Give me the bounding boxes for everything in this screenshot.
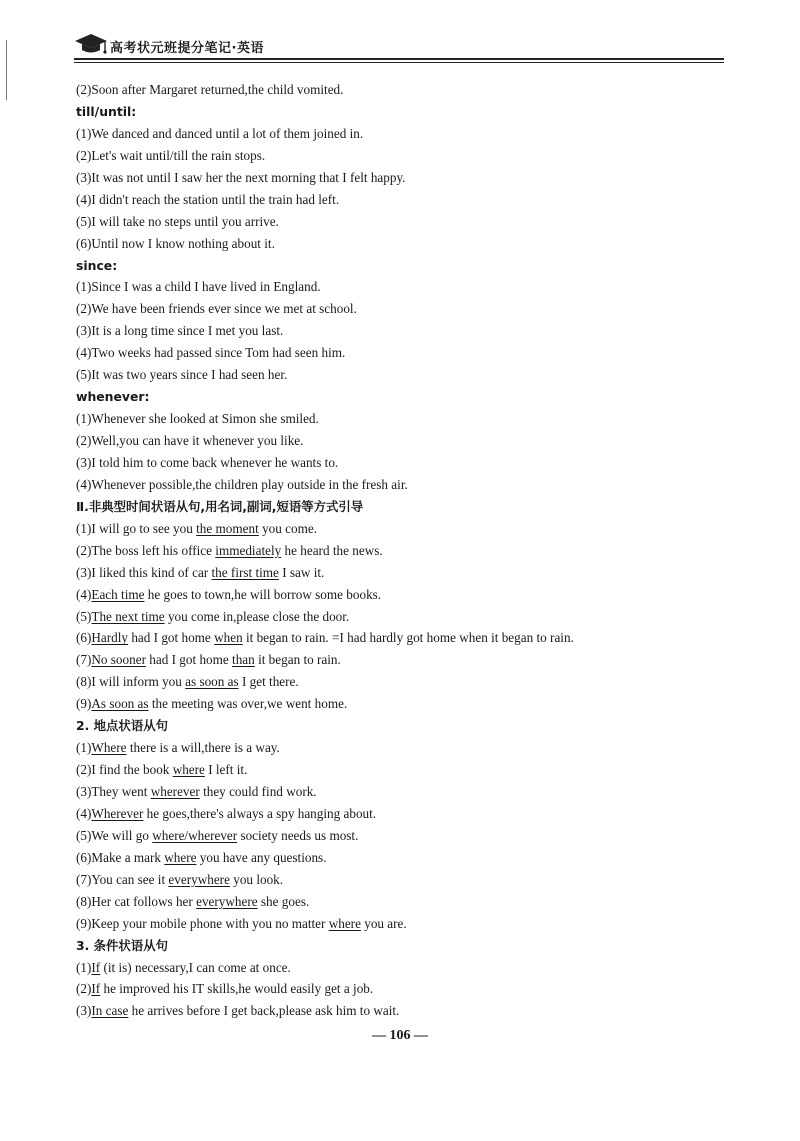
- sentence-text: (6): [76, 630, 92, 646]
- sentence-text: (3)I liked this kind of car: [76, 564, 212, 580]
- header-title: 高考状元班提分笔记·英语: [110, 41, 264, 56]
- example-sentence: [76, 737, 716, 759]
- sentence-text: (it is) necessary,I can come at once.: [100, 959, 291, 975]
- sentence-text: you come.: [258, 520, 318, 536]
- underlined-keyword: In case: [91, 1003, 129, 1019]
- example-sentence: [76, 540, 716, 562]
- sentence-text: I left it.: [204, 762, 248, 778]
- example-sentence: [76, 627, 716, 649]
- sentence-text: he goes to town,he will borrow some books.: [144, 586, 382, 602]
- example-sentence: [76, 211, 716, 233]
- underlined-keyword: No sooner: [91, 652, 146, 668]
- example-sentence: [76, 803, 716, 825]
- sentence-text: Ⅱ.非典型时间状语从句,用名词,副词,短语等方式引导: [76, 498, 364, 514]
- example-sentence: [76, 759, 716, 781]
- sentence-text: it began to rain. =I had hardly got home when it began to rain.: [242, 630, 574, 646]
- sentence-text: (6)Until now I know nothing about it.: [76, 235, 275, 251]
- scan-edge-line: [6, 40, 7, 100]
- underlined-keyword: where: [172, 762, 205, 778]
- example-sentence: [76, 276, 716, 298]
- example-sentence: [76, 693, 716, 715]
- example-sentence: [76, 584, 716, 606]
- sentence-text: (5)We will go: [76, 827, 153, 843]
- sentence-text: since:: [76, 257, 118, 273]
- section-heading: [76, 715, 716, 737]
- example-sentence: [76, 606, 716, 628]
- sentence-text: (7)You can see it: [76, 871, 169, 887]
- sentence-text: she goes.: [257, 893, 310, 909]
- sentence-text: there is a will,there is a way.: [126, 740, 280, 756]
- underlined-keyword: the first time: [211, 564, 279, 580]
- example-sentence: [76, 320, 716, 342]
- sentence-text: society needs us most.: [237, 827, 359, 843]
- sentence-text: (7): [76, 652, 92, 668]
- example-sentence: [76, 430, 716, 452]
- example-sentence: [76, 79, 716, 101]
- sentence-text: they could find work.: [199, 784, 317, 799]
- example-sentence: [76, 1000, 716, 1022]
- sentence-text: he improved his IT skills,he would easily get a job.: [100, 981, 374, 997]
- underlined-keyword: As soon as: [91, 696, 149, 712]
- example-sentence: [76, 408, 716, 430]
- underlined-keyword: wherever: [150, 784, 200, 799]
- sentence-text: (2)The boss left his office: [76, 542, 216, 558]
- sentence-text: had I got home: [128, 630, 215, 646]
- section-heading: [76, 101, 716, 123]
- example-sentence: [76, 364, 716, 386]
- underlined-keyword: than: [232, 652, 255, 668]
- underlined-keyword: the moment: [196, 520, 259, 536]
- sentence-text: (1)We danced and danced until a lot of them joined in.: [76, 125, 364, 141]
- header-rule: [74, 58, 724, 60]
- example-sentence: [76, 957, 716, 979]
- section-heading: [76, 386, 716, 408]
- example-sentence: [76, 671, 716, 693]
- sentence-text: you come in,please close the door.: [164, 608, 350, 624]
- underlined-keyword: If: [91, 981, 101, 997]
- sentence-text: (2): [76, 981, 92, 997]
- sentence-text: I get there.: [238, 674, 299, 690]
- sentence-text: (4): [76, 805, 92, 821]
- sentence-text: (8)Her cat follows her: [76, 893, 197, 909]
- sentence-text: (4): [76, 586, 92, 602]
- header-rule-thin: [74, 62, 724, 63]
- sentence-text: he heard the news.: [281, 542, 383, 558]
- example-sentence: [76, 913, 716, 935]
- sentence-text: he goes,there's always a spy hanging about.: [143, 805, 377, 821]
- sentence-text: (1): [76, 740, 92, 756]
- example-sentence: [76, 978, 716, 1000]
- example-sentence: [76, 123, 716, 145]
- underlined-keyword: Wherever: [91, 805, 144, 821]
- sentence-text: I saw it.: [278, 564, 325, 580]
- sentence-text: (5)I will take no steps until you arrive.: [76, 213, 279, 229]
- page-header: [74, 28, 724, 62]
- sentence-text: (4)Whenever possible,the children play outside in the fresh air.: [76, 476, 408, 492]
- example-sentence: [76, 452, 716, 474]
- sentence-text: (5)It was two years since I had seen her.: [76, 367, 288, 383]
- sentence-text: the meeting was over,we went home.: [148, 696, 348, 712]
- underlined-keyword: If: [91, 959, 101, 975]
- sentence-text: (1)Whenever she looked at Simon she smiled.: [76, 411, 319, 427]
- sentence-text: had I got home: [145, 652, 233, 668]
- document-body: [76, 79, 716, 1022]
- sentence-text: 2. 地点状语从句: [76, 718, 168, 734]
- sentence-text: (3)They went: [76, 784, 151, 799]
- underlined-keyword: where: [328, 915, 361, 931]
- sentence-text: you have any questions.: [196, 849, 327, 865]
- section-heading: [76, 496, 716, 518]
- sentence-text: (4)Two weeks had passed since Tom had seen him.: [76, 345, 346, 361]
- sentence-text: you look.: [229, 871, 284, 887]
- sentence-text: (1): [76, 959, 92, 975]
- underlined-keyword: when: [214, 630, 243, 646]
- underlined-keyword: immediately: [215, 542, 282, 558]
- underlined-keyword: Hardly: [91, 630, 129, 646]
- example-sentence: [76, 342, 716, 364]
- sentence-text: (9): [76, 696, 92, 712]
- example-sentence: [76, 562, 716, 584]
- example-sentence: [76, 189, 716, 211]
- underlined-keyword: where/wherever: [152, 827, 238, 843]
- sentence-text: (4)I didn't reach the station until the train had left.: [76, 191, 340, 207]
- example-sentence: [76, 869, 716, 891]
- graduation-cap-icon: [74, 32, 108, 56]
- sentence-text: it began to rain.: [254, 652, 341, 668]
- sentence-text: you are.: [360, 915, 407, 931]
- page-number: — 106 —: [372, 1028, 428, 1043]
- example-sentence: [76, 891, 716, 913]
- example-sentence: [76, 233, 716, 255]
- section-heading: [76, 255, 716, 277]
- underlined-keyword: Each time: [91, 586, 145, 602]
- example-sentence: [76, 167, 716, 189]
- underlined-keyword: The next time: [91, 608, 165, 624]
- underlined-keyword: everywhere: [196, 893, 258, 909]
- sentence-text: (5): [76, 608, 92, 624]
- sentence-text: (3)It was not until I saw her the next morning that I felt happy.: [76, 169, 406, 185]
- example-sentence: [76, 781, 716, 803]
- example-sentence: [76, 518, 716, 540]
- underlined-keyword: everywhere: [168, 871, 230, 887]
- sentence-text: (9)Keep your mobile phone with you no matter: [76, 915, 329, 931]
- sentence-text: (6)Make a mark: [76, 849, 165, 865]
- sentence-text: (3)It is a long time since I met you last.: [76, 323, 284, 339]
- sentence-text: (2)Soon after Margaret returned,the child vomited.: [76, 82, 344, 97]
- example-sentence: [76, 825, 716, 847]
- underlined-keyword: as soon as: [185, 674, 239, 690]
- underlined-keyword: Where: [91, 740, 127, 756]
- sentence-text: (2)I find the book: [76, 762, 173, 778]
- sentence-text: 3. 条件状语从句: [76, 937, 168, 953]
- sentence-text: (1)I will go to see you: [76, 520, 197, 536]
- sentence-text: (1)Since I was a child I have lived in England.: [76, 279, 321, 295]
- example-sentence: [76, 298, 716, 320]
- sentence-text: (3): [76, 1003, 92, 1019]
- example-sentence: [76, 649, 716, 671]
- section-heading: [76, 935, 716, 957]
- underlined-keyword: where: [164, 849, 197, 865]
- sentence-text: (2)Well,you can have it whenever you like.: [76, 433, 304, 448]
- sentence-text: whenever:: [76, 389, 150, 405]
- sentence-text: (8)I will inform you: [76, 674, 186, 690]
- sentence-text: (3)I told him to come back whenever he wants to.: [76, 454, 339, 470]
- sentence-text: (2)Let's wait until/till the rain stops.: [76, 147, 266, 163]
- sentence-text: (2)We have been friends ever since we met at school.: [76, 301, 357, 317]
- example-sentence: [76, 474, 716, 496]
- sentence-text: till/until:: [76, 103, 137, 119]
- example-sentence: [76, 847, 716, 869]
- example-sentence: [76, 145, 716, 167]
- sentence-text: he arrives before I get back,please ask him to wait.: [128, 1003, 400, 1019]
